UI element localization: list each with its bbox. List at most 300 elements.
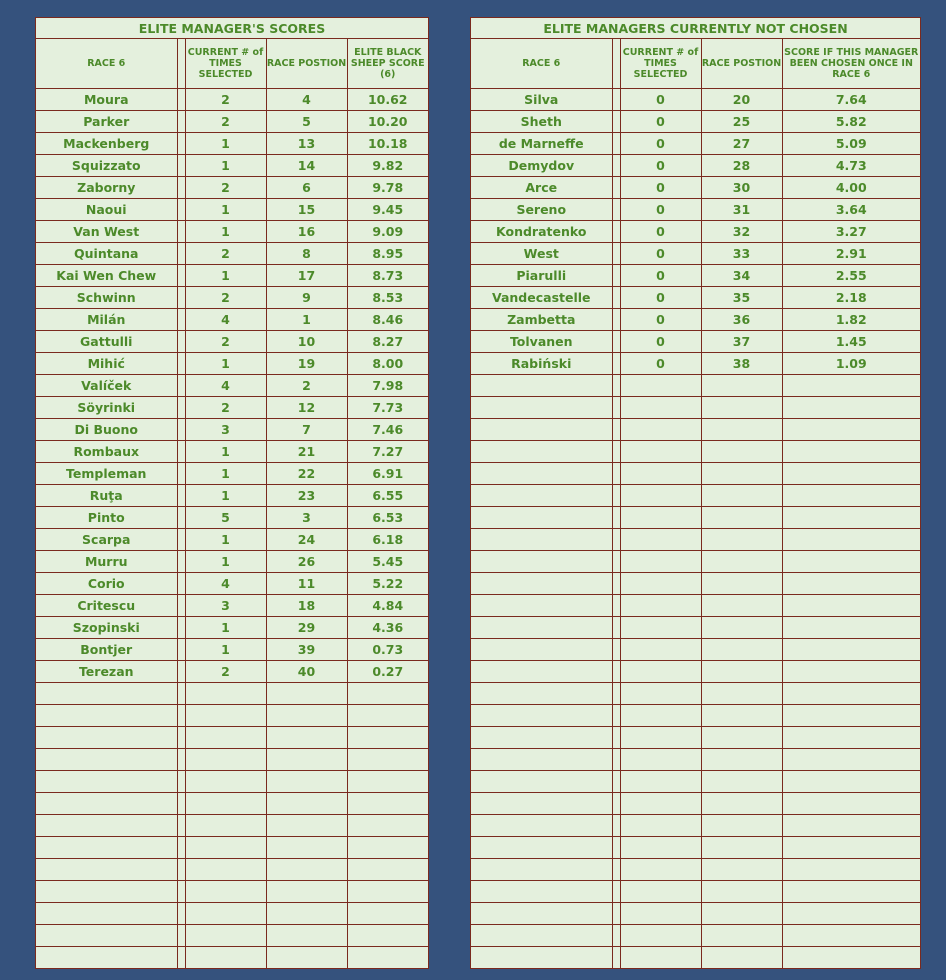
cell-manager-name	[471, 572, 612, 594]
table-row	[36, 132, 428, 154]
table-row	[36, 352, 428, 374]
column-gap	[612, 396, 620, 418]
cell-score: 5.45	[347, 550, 428, 572]
table-row	[36, 176, 428, 198]
cell-times-selected: 1	[185, 616, 266, 638]
empty-row	[36, 792, 428, 814]
cell-race-position: 13	[266, 132, 347, 154]
cell-score: 9.78	[347, 176, 428, 198]
cell-race-position: 11	[266, 572, 347, 594]
cell-times-selected	[620, 726, 701, 748]
cell-race-position: 26	[266, 550, 347, 572]
cell-race-position	[266, 924, 347, 946]
cell-times-selected	[620, 506, 701, 528]
cell-manager-name	[471, 418, 612, 440]
cell-score	[782, 682, 920, 704]
table-row	[471, 330, 920, 352]
empty-row	[36, 770, 428, 792]
column-gap	[612, 594, 620, 616]
column-gap	[612, 550, 620, 572]
cell-score: 7.98	[347, 374, 428, 396]
cell-manager-name: Ruţa	[36, 484, 177, 506]
column-gap	[612, 506, 620, 528]
empty-row	[36, 836, 428, 858]
cell-race-position: 32	[701, 220, 782, 242]
column-gap	[612, 264, 620, 286]
cell-times-selected	[620, 528, 701, 550]
cell-times-selected	[185, 814, 266, 836]
cell-score: 3.27	[782, 220, 920, 242]
column-gap	[612, 880, 620, 902]
cell-race-position: 20	[701, 88, 782, 110]
column-gap	[612, 154, 620, 176]
empty-row	[471, 616, 920, 638]
cell-times-selected: 0	[620, 308, 701, 330]
cell-manager-name: Critescu	[36, 594, 177, 616]
cell-times-selected: 1	[185, 484, 266, 506]
cell-score: 8.73	[347, 264, 428, 286]
cell-race-position	[266, 770, 347, 792]
cell-race-position	[266, 704, 347, 726]
cell-score	[782, 704, 920, 726]
cell-score	[782, 770, 920, 792]
cell-manager-name: Di Buono	[36, 418, 177, 440]
table-row	[36, 154, 428, 176]
cell-race-position: 9	[266, 286, 347, 308]
cell-times-selected: 2	[185, 176, 266, 198]
empty-row	[471, 814, 920, 836]
col-header-race-position: RACE POSTION	[266, 39, 347, 88]
cell-race-position: 6	[266, 176, 347, 198]
column-gap	[177, 462, 185, 484]
cell-times-selected: 2	[185, 330, 266, 352]
cell-manager-name	[471, 528, 612, 550]
table-row	[36, 616, 428, 638]
table-row	[471, 110, 920, 132]
column-gap	[177, 902, 185, 924]
cell-times-selected	[620, 374, 701, 396]
column-gap	[612, 770, 620, 792]
column-gap	[177, 638, 185, 660]
cell-race-position: 40	[266, 660, 347, 682]
column-gap	[177, 704, 185, 726]
table-row	[36, 396, 428, 418]
cell-score: 4.84	[347, 594, 428, 616]
cell-times-selected	[185, 682, 266, 704]
cell-score: 2.91	[782, 242, 920, 264]
cell-race-position	[701, 814, 782, 836]
empty-row	[471, 858, 920, 880]
table-row	[471, 286, 920, 308]
cell-times-selected	[185, 902, 266, 924]
cell-race-position: 15	[266, 198, 347, 220]
empty-row	[471, 594, 920, 616]
column-gap	[177, 330, 185, 352]
cell-race-position	[701, 836, 782, 858]
cell-times-selected	[620, 418, 701, 440]
cell-score: 3.64	[782, 198, 920, 220]
column-gap	[612, 814, 620, 836]
cell-times-selected	[620, 770, 701, 792]
cell-times-selected: 1	[185, 462, 266, 484]
table-row	[36, 594, 428, 616]
cell-race-position	[701, 770, 782, 792]
cell-score: 4.36	[347, 616, 428, 638]
cell-manager-name	[471, 792, 612, 814]
cell-score: 5.09	[782, 132, 920, 154]
cell-manager-name: Zaborny	[36, 176, 177, 198]
cell-manager-name	[471, 946, 612, 968]
table-row	[36, 462, 428, 484]
empty-row	[471, 770, 920, 792]
elite-manager-scores-table	[36, 39, 428, 968]
column-gap	[177, 814, 185, 836]
column-gap	[612, 704, 620, 726]
cell-race-position	[701, 682, 782, 704]
cell-manager-name: Zambetta	[471, 308, 612, 330]
cell-manager-name	[471, 462, 612, 484]
cell-score: 5.22	[347, 572, 428, 594]
cell-score	[347, 858, 428, 880]
cell-manager-name: Squizzato	[36, 154, 177, 176]
column-gap	[177, 770, 185, 792]
cell-times-selected: 1	[185, 154, 266, 176]
table-row	[36, 418, 428, 440]
cell-race-position	[266, 902, 347, 924]
cell-score	[347, 770, 428, 792]
cell-score: 6.91	[347, 462, 428, 484]
cell-times-selected	[620, 946, 701, 968]
table-row	[36, 198, 428, 220]
cell-score: 10.62	[347, 88, 428, 110]
table-row	[36, 572, 428, 594]
cell-times-selected: 2	[185, 242, 266, 264]
cell-manager-name: Tolvanen	[471, 330, 612, 352]
cell-score: 8.95	[347, 242, 428, 264]
column-gap	[612, 616, 620, 638]
cell-race-position: 34	[701, 264, 782, 286]
column-gap	[612, 462, 620, 484]
cell-times-selected	[620, 880, 701, 902]
column-gap	[177, 880, 185, 902]
cell-race-position: 31	[701, 198, 782, 220]
cell-times-selected: 0	[620, 286, 701, 308]
cell-score	[347, 748, 428, 770]
empty-row	[36, 748, 428, 770]
cell-race-position: 4	[266, 88, 347, 110]
cell-race-position	[701, 704, 782, 726]
cell-score	[782, 506, 920, 528]
cell-manager-name: Sereno	[471, 198, 612, 220]
managers-not-chosen-panel	[470, 17, 921, 969]
empty-row	[471, 418, 920, 440]
cell-manager-name: Rombaux	[36, 440, 177, 462]
empty-row	[471, 946, 920, 968]
column-gap	[612, 572, 620, 594]
cell-score	[782, 374, 920, 396]
cell-race-position: 27	[701, 132, 782, 154]
column-gap	[612, 374, 620, 396]
cell-score	[347, 946, 428, 968]
cell-times-selected: 2	[185, 88, 266, 110]
cell-manager-name	[471, 902, 612, 924]
cell-race-position: 19	[266, 352, 347, 374]
cell-manager-name: de Marneffe	[471, 132, 612, 154]
column-gap	[612, 484, 620, 506]
managers-not-chosen-table	[471, 39, 920, 968]
cell-manager-name	[471, 682, 612, 704]
cell-manager-name: Naoui	[36, 198, 177, 220]
cell-score	[347, 704, 428, 726]
column-gap	[612, 88, 620, 110]
cell-times-selected	[185, 946, 266, 968]
empty-row	[471, 880, 920, 902]
cell-race-position	[701, 462, 782, 484]
cell-manager-name: Quintana	[36, 242, 177, 264]
cell-manager-name	[471, 880, 612, 902]
cell-manager-name	[36, 748, 177, 770]
cell-manager-name	[471, 374, 612, 396]
cell-manager-name	[471, 726, 612, 748]
elite-manager-scores-panel	[35, 17, 429, 969]
cell-race-position	[701, 660, 782, 682]
cell-score	[782, 528, 920, 550]
empty-row	[471, 682, 920, 704]
table-row	[471, 242, 920, 264]
cell-race-position: 24	[266, 528, 347, 550]
cell-times-selected: 3	[185, 594, 266, 616]
cell-manager-name	[471, 594, 612, 616]
cell-score	[782, 572, 920, 594]
cell-race-position	[701, 616, 782, 638]
cell-score: 2.55	[782, 264, 920, 286]
cell-score: 10.20	[347, 110, 428, 132]
column-gap	[177, 220, 185, 242]
cell-score	[782, 902, 920, 924]
cell-race-position: 21	[266, 440, 347, 462]
table-row	[36, 528, 428, 550]
cell-manager-name: Mihić	[36, 352, 177, 374]
cell-race-position: 3	[266, 506, 347, 528]
cell-manager-name: Kai Wen Chew	[36, 264, 177, 286]
cell-score: 8.46	[347, 308, 428, 330]
cell-times-selected: 0	[620, 242, 701, 264]
table-row	[36, 660, 428, 682]
column-gap	[177, 550, 185, 572]
cell-times-selected	[620, 638, 701, 660]
cell-race-position: 10	[266, 330, 347, 352]
cell-race-position: 1	[266, 308, 347, 330]
cell-times-selected	[185, 924, 266, 946]
cell-times-selected	[185, 858, 266, 880]
table-row	[36, 374, 428, 396]
empty-row	[471, 660, 920, 682]
cell-score	[782, 396, 920, 418]
cell-manager-name	[471, 638, 612, 660]
cell-race-position	[701, 550, 782, 572]
cell-manager-name: Rabiński	[471, 352, 612, 374]
table-row	[36, 264, 428, 286]
cell-race-position: 12	[266, 396, 347, 418]
column-gap	[612, 902, 620, 924]
cell-manager-name	[36, 902, 177, 924]
cell-race-position	[701, 374, 782, 396]
cell-manager-name	[36, 704, 177, 726]
cell-race-position	[701, 858, 782, 880]
column-gap	[177, 198, 185, 220]
cell-race-position	[701, 418, 782, 440]
empty-row	[471, 484, 920, 506]
table-row	[36, 440, 428, 462]
table-row	[36, 242, 428, 264]
table-row	[36, 484, 428, 506]
column-gap	[177, 616, 185, 638]
column-gap	[612, 638, 620, 660]
cell-manager-name	[36, 814, 177, 836]
cell-score: 7.73	[347, 396, 428, 418]
cell-manager-name: Piarulli	[471, 264, 612, 286]
cell-race-position: 29	[266, 616, 347, 638]
cell-times-selected	[185, 792, 266, 814]
cell-manager-name: Templeman	[36, 462, 177, 484]
empty-row	[471, 440, 920, 462]
cell-manager-name	[36, 836, 177, 858]
column-gap	[612, 858, 620, 880]
cell-manager-name: West	[471, 242, 612, 264]
cell-race-position: 22	[266, 462, 347, 484]
cell-score	[782, 616, 920, 638]
cell-times-selected: 4	[185, 572, 266, 594]
cell-race-position	[701, 638, 782, 660]
cell-manager-name	[471, 616, 612, 638]
cell-score: 7.27	[347, 440, 428, 462]
cell-race-position	[701, 484, 782, 506]
cell-times-selected: 2	[185, 286, 266, 308]
column-gap	[612, 660, 620, 682]
cell-score	[782, 660, 920, 682]
cell-score	[347, 792, 428, 814]
col-header-times-selected: CURRENT # of TIMES SELECTED	[620, 39, 701, 88]
column-gap	[177, 484, 185, 506]
column-gap	[177, 440, 185, 462]
table-row	[471, 308, 920, 330]
cell-race-position: 7	[266, 418, 347, 440]
cell-race-position	[701, 880, 782, 902]
empty-row	[471, 704, 920, 726]
cell-race-position	[701, 792, 782, 814]
column-gap	[177, 946, 185, 968]
column-gap	[612, 682, 620, 704]
empty-row	[471, 374, 920, 396]
cell-race-position	[701, 572, 782, 594]
cell-race-position	[266, 814, 347, 836]
cell-race-position	[701, 396, 782, 418]
cell-race-position: 39	[266, 638, 347, 660]
cell-score	[347, 726, 428, 748]
col-header-score: ELITE BLACK SHEEP SCORE (6)	[347, 39, 428, 88]
col-header-race: RACE 6	[471, 39, 612, 88]
table-row	[36, 308, 428, 330]
cell-times-selected: 0	[620, 154, 701, 176]
cell-race-position: 17	[266, 264, 347, 286]
cell-manager-name: Scarpa	[36, 528, 177, 550]
cell-race-position	[701, 946, 782, 968]
cell-score	[782, 550, 920, 572]
cell-times-selected	[620, 792, 701, 814]
cell-manager-name	[471, 660, 612, 682]
cell-manager-name: Mackenberg	[36, 132, 177, 154]
cell-score: 4.00	[782, 176, 920, 198]
cell-score	[782, 858, 920, 880]
cell-score	[347, 836, 428, 858]
cell-race-position	[266, 792, 347, 814]
cell-times-selected	[620, 396, 701, 418]
cell-manager-name: Van West	[36, 220, 177, 242]
cell-manager-name	[36, 946, 177, 968]
table-row	[36, 506, 428, 528]
cell-manager-name: Söyrinki	[36, 396, 177, 418]
cell-score	[347, 880, 428, 902]
cell-score: 9.09	[347, 220, 428, 242]
column-gap	[177, 792, 185, 814]
col-header-race-position: RACE POSTION	[701, 39, 782, 88]
cell-score	[782, 946, 920, 968]
cell-manager-name	[36, 880, 177, 902]
cell-times-selected	[620, 682, 701, 704]
cell-times-selected: 2	[185, 110, 266, 132]
column-gap	[612, 330, 620, 352]
cell-manager-name	[471, 396, 612, 418]
cell-manager-name: Murru	[36, 550, 177, 572]
table-row	[471, 132, 920, 154]
cell-times-selected	[620, 594, 701, 616]
cell-times-selected	[620, 484, 701, 506]
cell-race-position: 35	[701, 286, 782, 308]
cell-times-selected	[185, 704, 266, 726]
cell-times-selected	[620, 814, 701, 836]
column-gap	[612, 242, 620, 264]
column-gap	[612, 286, 620, 308]
column-gap	[612, 792, 620, 814]
cell-times-selected	[620, 616, 701, 638]
table-row	[471, 264, 920, 286]
table-row	[36, 286, 428, 308]
cell-race-position	[701, 748, 782, 770]
column-gap	[612, 110, 620, 132]
cell-score	[782, 836, 920, 858]
cell-race-position	[266, 748, 347, 770]
cell-score	[782, 484, 920, 506]
cell-race-position	[701, 594, 782, 616]
empty-row	[36, 704, 428, 726]
cell-times-selected	[620, 902, 701, 924]
cell-times-selected: 0	[620, 132, 701, 154]
cell-race-position	[266, 946, 347, 968]
col-header-times-selected: CURRENT # of TIMES SELECTED	[185, 39, 266, 88]
cell-manager-name: Kondratenko	[471, 220, 612, 242]
empty-row	[36, 814, 428, 836]
empty-row	[471, 506, 920, 528]
cell-manager-name	[471, 550, 612, 572]
cell-times-selected	[620, 462, 701, 484]
cell-times-selected: 1	[185, 198, 266, 220]
column-gap	[177, 352, 185, 374]
cell-score	[347, 924, 428, 946]
cell-score: 8.27	[347, 330, 428, 352]
cell-manager-name: Silva	[471, 88, 612, 110]
column-gap	[177, 682, 185, 704]
cell-manager-name	[471, 858, 612, 880]
